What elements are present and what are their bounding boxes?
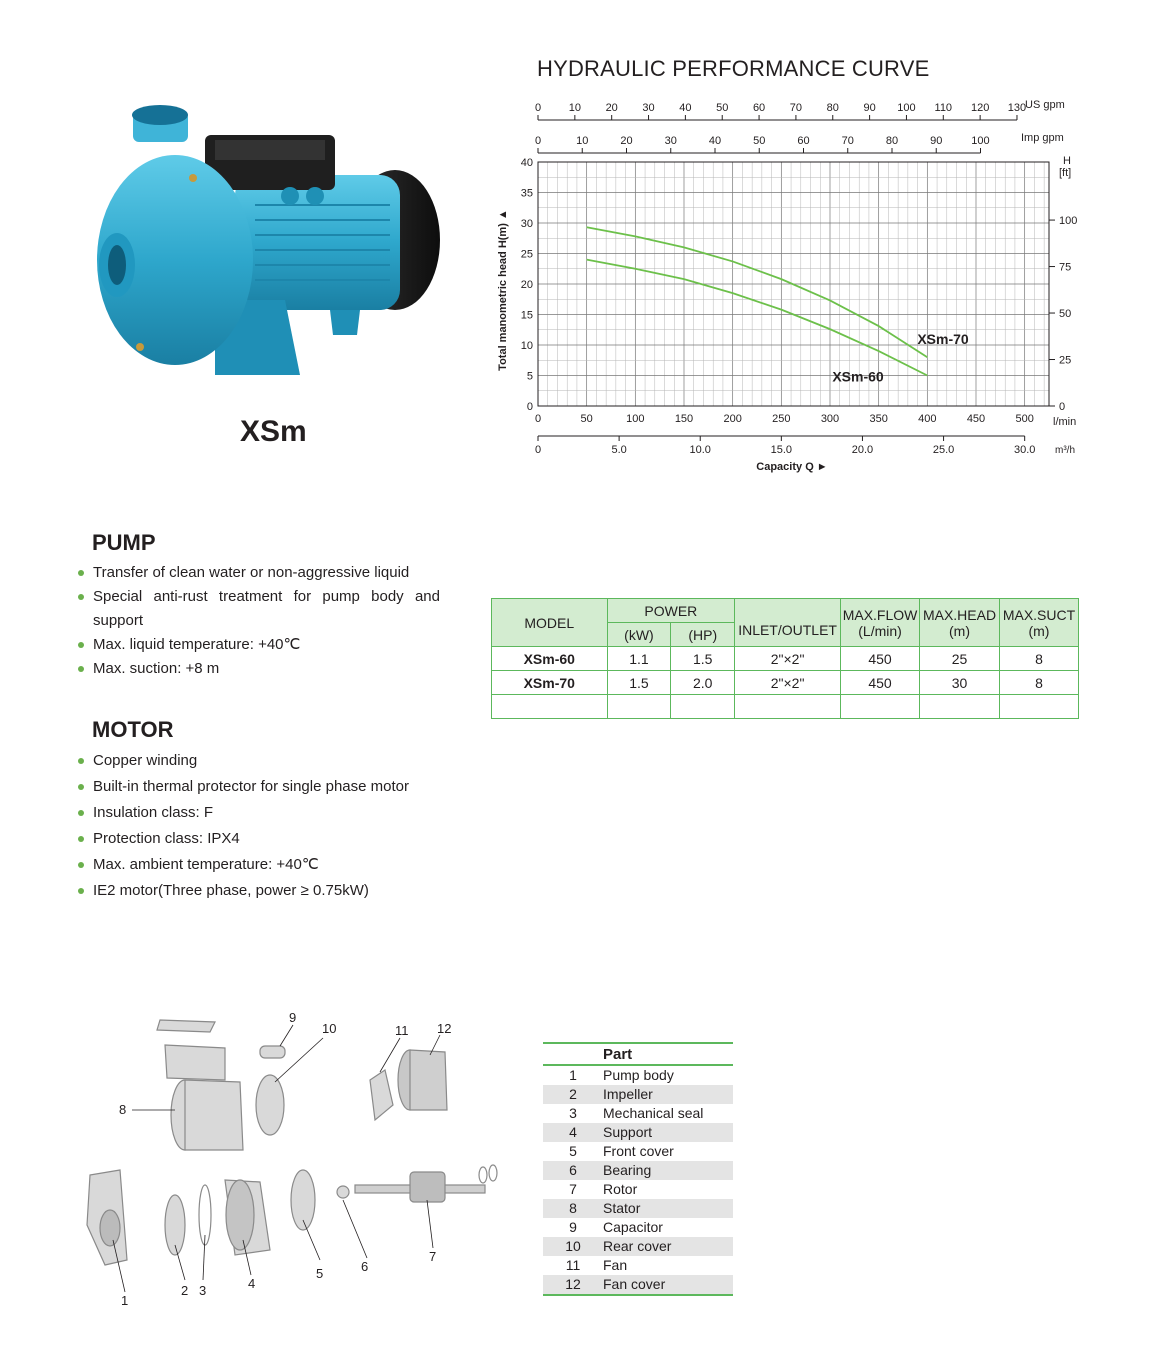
x-unit-label: l/min — [1053, 416, 1077, 428]
part-name: Impeller — [603, 1085, 733, 1104]
list-item: Built-in thermal protector for single phase motor — [78, 774, 458, 800]
cell-flow: 450 — [841, 671, 920, 695]
y-axis-label: Total manometric head H(m) ▲ — [497, 209, 509, 371]
imp-gpm-tick-label: 80 — [885, 135, 899, 147]
cell-model: XSm-70 — [492, 671, 608, 695]
header-head-unit: (m) — [949, 622, 970, 639]
performance-chart — [490, 95, 1090, 480]
part-number: 8 — [543, 1199, 603, 1218]
y-unit-label: H — [1063, 155, 1071, 167]
exploded-view-diagram — [75, 1010, 515, 1310]
imp-gpm-tick-label: 50 — [753, 135, 766, 147]
list-item — [543, 1180, 733, 1199]
part-name: Bearing — [603, 1161, 733, 1180]
y-tick-label: 15 — [520, 309, 533, 322]
header-kw: (kW) — [607, 623, 671, 647]
part-name: Mechanical seal — [603, 1105, 704, 1121]
header-suct-unit: (m) — [1028, 622, 1050, 639]
motor-feature-list — [78, 748, 458, 904]
list-item — [543, 1085, 733, 1104]
us-gpm-tick-label: 70 — [789, 102, 803, 114]
product-name: XSm — [240, 415, 307, 448]
imp-gpm-tick-label: 100 — [971, 135, 990, 147]
part-name: Fan — [603, 1257, 628, 1273]
ft-tick-label: 100 — [1059, 215, 1078, 228]
x-tick-label: 350 — [869, 413, 888, 425]
imp-gpm-tick-label: 40 — [708, 135, 722, 147]
us-gpm-tick-label: 20 — [605, 102, 618, 114]
list-item — [543, 1199, 733, 1218]
part-name: Support — [603, 1123, 733, 1142]
header-model: MODEL — [492, 599, 608, 647]
callout-6: 6 — [361, 1259, 369, 1274]
header-max-suct — [999, 599, 1078, 647]
m3h-tick-label: 0 — [534, 444, 542, 456]
part-number: 11 — [565, 1257, 581, 1273]
imp-gpm-tick-label: 0 — [534, 135, 542, 147]
cell-hp: 2.0 — [671, 671, 735, 695]
parts-header: Part — [603, 1043, 733, 1065]
callout-8: 8 — [119, 1102, 127, 1117]
header-suct-label: MAX.SUCT — [1002, 606, 1076, 623]
m3h-tick-label: 25.0 — [932, 444, 955, 456]
x-tick-label: 100 — [626, 413, 645, 425]
callout-3: 3 — [199, 1283, 207, 1298]
part-number: 2 — [543, 1085, 603, 1104]
part-name: Front cover — [603, 1143, 674, 1159]
us-gpm-tick-label: 80 — [826, 102, 839, 114]
part-number: 5 — [569, 1143, 577, 1159]
part-number: 1 — [569, 1067, 577, 1083]
ft-tick-label: 25 — [1059, 354, 1072, 367]
list-item: Copper winding — [78, 748, 458, 774]
imp-gpm-tick-label: 20 — [620, 135, 633, 147]
us-gpm-tick-label: 30 — [642, 102, 655, 114]
callout-5: 5 — [316, 1266, 324, 1281]
list-item: Insulation class: F — [78, 800, 458, 826]
x-tick-label: 200 — [723, 413, 742, 425]
imp-gpm-tick-label: 60 — [797, 135, 810, 147]
parts-table — [543, 1042, 733, 1296]
part-name: Stator — [603, 1199, 733, 1218]
pump-heading: PUMP — [92, 530, 156, 555]
part-number: 4 — [543, 1123, 603, 1142]
list-item: Special anti-rust treatment for pump body and support — [78, 585, 440, 633]
x-tick-label: 150 — [674, 413, 694, 425]
callout-7: 7 — [429, 1249, 437, 1264]
x-tick-label: 50 — [580, 413, 593, 425]
list-item — [543, 1161, 733, 1180]
list-item: Transfer of clean water or non-aggressive liquid — [78, 561, 440, 585]
series-label: XSm-70 — [917, 331, 969, 348]
header-head-label: MAX.HEAD — [922, 606, 997, 623]
us-gpm-tick-label: 90 — [863, 102, 876, 114]
list-item: IE2 motor(Three phase, power ≥ 0.75kW) — [78, 878, 458, 904]
m3h-tick-label: 30.0 — [1013, 444, 1036, 456]
x-tick-label: 250 — [772, 413, 791, 425]
table-row-empty — [492, 695, 1079, 719]
part-number: 3 — [569, 1105, 577, 1121]
us-gpm-tick-label: 0 — [534, 102, 542, 114]
header-max-flow — [841, 599, 920, 647]
y-unit-right-label: [ft] — [1059, 167, 1072, 179]
series-line-xsm-60 — [587, 260, 928, 376]
callout-1: 1 — [121, 1293, 129, 1308]
series-label: XSm-60 — [832, 368, 884, 385]
list-item — [543, 1123, 733, 1142]
list-item: Max. liquid temperature: +40℃ — [78, 633, 440, 657]
cell-suct: 8 — [999, 647, 1078, 671]
m3h-tick-label: 10.0 — [689, 444, 711, 456]
us-gpm-tick-label: 130 — [1007, 102, 1027, 114]
y-tick-label: 40 — [520, 157, 533, 169]
part-number: 10 — [543, 1237, 603, 1256]
y-tick-label: 25 — [520, 248, 533, 261]
x-tick-label: 400 — [918, 413, 937, 425]
us-gpm-tick-label: 40 — [679, 102, 692, 114]
imp-gpm-tick-label: 30 — [664, 135, 677, 147]
cell-model: XSm-60 — [492, 647, 608, 671]
m3h-tick-label: 15.0 — [770, 444, 793, 456]
motor-heading: MOTOR — [92, 717, 174, 742]
chart-title: HYDRAULIC PERFORMANCE CURVE — [537, 56, 930, 81]
cell-suct: 8 — [999, 671, 1078, 695]
callout-9: 9 — [289, 1010, 297, 1025]
ft-tick-label: 50 — [1059, 308, 1072, 321]
part-name: Rotor — [603, 1181, 638, 1197]
imp-gpm-unit-label: Imp gpm — [1021, 132, 1064, 144]
list-item — [543, 1218, 733, 1237]
part-name: Rear cover — [603, 1237, 733, 1256]
part-name: Fan cover — [603, 1275, 733, 1295]
imp-gpm-tick-label: 90 — [930, 135, 943, 147]
y-tick-label: 0 — [526, 401, 533, 413]
cell-inlet: 2"×2" — [735, 647, 841, 671]
header-flow-unit: (L/min) — [858, 622, 902, 639]
x-tick-label: 450 — [966, 413, 986, 425]
series-line-xsm-70 — [587, 227, 928, 357]
us-gpm-tick-label: 110 — [934, 102, 953, 114]
header-inlet-label: INLET/OUTLET — [738, 621, 837, 638]
part-number: 6 — [543, 1161, 603, 1180]
list-item: Max. suction: +8 m — [78, 657, 440, 681]
m3h-unit-label: m³/h — [1055, 445, 1075, 456]
header-max-head — [920, 599, 1000, 647]
y-tick-label: 5 — [526, 370, 533, 383]
cell-hp: 1.5 — [671, 647, 735, 671]
table-row — [492, 671, 1079, 695]
list-item: Max. ambient temperature: +40℃ — [78, 852, 458, 878]
us-gpm-unit-label: US gpm — [1025, 99, 1065, 111]
callout-4: 4 — [248, 1276, 256, 1291]
us-gpm-tick-label: 60 — [752, 102, 766, 114]
part-number: 12 — [543, 1275, 603, 1295]
y-tick-label: 10 — [520, 340, 533, 352]
cell-inlet: 2"×2" — [735, 671, 841, 695]
x-tick-label: 300 — [820, 413, 840, 425]
cell-flow: 450 — [841, 647, 920, 671]
ft-tick-label: 75 — [1059, 261, 1072, 274]
cell-kw: 1.5 — [607, 671, 671, 695]
list-item — [543, 1142, 733, 1161]
pump-feature-list — [78, 561, 440, 681]
pump-product-image — [95, 100, 445, 390]
us-gpm-tick-label: 100 — [897, 102, 916, 114]
list-item — [543, 1256, 733, 1275]
us-gpm-tick-label: 120 — [970, 102, 990, 114]
x-tick-label: 0 — [534, 413, 542, 425]
imp-gpm-tick-label: 10 — [576, 135, 589, 147]
y-tick-label: 20 — [520, 279, 533, 291]
callout-11: 11 — [395, 1023, 409, 1038]
y-tick-label: 30 — [520, 218, 533, 230]
list-item — [543, 1104, 733, 1123]
list-item: Protection class: IPX4 — [78, 826, 458, 852]
us-gpm-tick-label: 50 — [716, 102, 729, 114]
part-name: Pump body — [603, 1067, 674, 1083]
header-inlet-outlet — [735, 599, 841, 647]
list-item — [543, 1065, 733, 1085]
spec-table — [491, 598, 1079, 719]
callout-10: 10 — [322, 1021, 337, 1036]
x-axis-label: Capacity Q ► — [756, 461, 828, 473]
callout-2: 2 — [181, 1283, 189, 1298]
ft-tick-label: 0 — [1059, 401, 1066, 413]
m3h-tick-label: 5.0 — [611, 444, 627, 456]
header-hp: (HP) — [671, 623, 735, 647]
callout-12: 12 — [437, 1021, 452, 1036]
part-number: 7 — [569, 1181, 577, 1197]
x-tick-label: 500 — [1015, 413, 1034, 425]
table-row — [492, 647, 1079, 671]
header-power: POWER — [607, 599, 735, 623]
cell-kw: 1.1 — [607, 647, 671, 671]
part-name: Capacitor — [603, 1219, 663, 1235]
header-flow-label: MAX.FLOW — [842, 606, 918, 623]
cell-head: 30 — [920, 671, 1000, 695]
list-item — [543, 1237, 733, 1256]
list-item — [543, 1275, 733, 1295]
imp-gpm-tick-label: 70 — [841, 135, 854, 147]
part-number: 9 — [569, 1219, 577, 1235]
m3h-tick-label: 20.0 — [851, 444, 874, 456]
cell-head: 25 — [920, 647, 1000, 671]
y-tick-label: 35 — [520, 187, 533, 200]
us-gpm-tick-label: 10 — [568, 102, 581, 114]
